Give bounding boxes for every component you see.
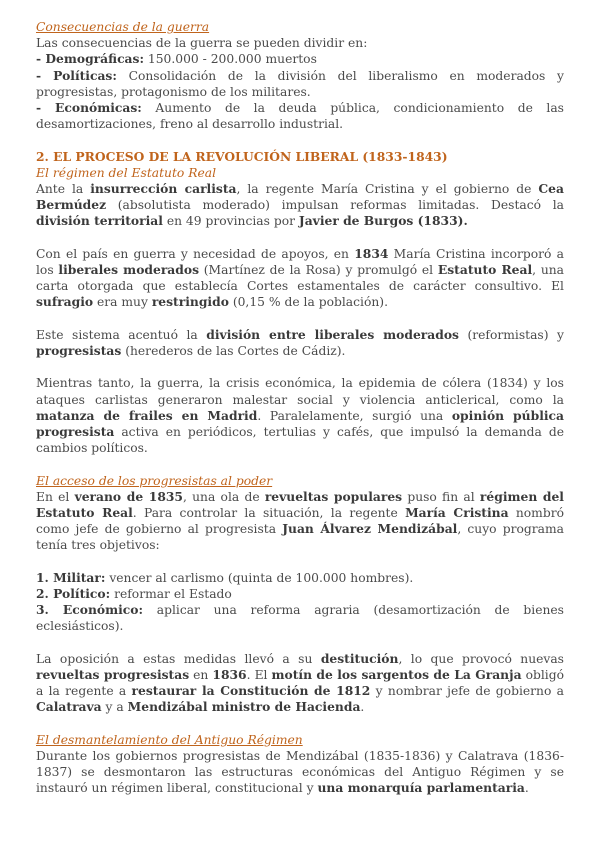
subsection-title-antiguo-regimen: El desmantelamiento del Antiguo Régimen [36, 732, 303, 747]
list-item: - Políticas: Consolidación de la división del liberalismo en moderados y progresistas, protagonismo de los militares. [36, 67, 564, 99]
paragraph: Las consecuencias de la guerra se pueden dividir en: [36, 36, 368, 51]
list-item: 3. Económico: aplicar una reforma agraria (desamortización de bienes eclesiásticos). [36, 602, 564, 634]
paragraph: Durante los gobiernos progresistas de Mendizábal (1835-1836) y Calatrava (1836-1837) se desmontaron las estructuras económicas del Antiguo Régimen y se instauró un régimen liberal, constitucional y una monarquía parlamentaria. [36, 749, 564, 796]
document-content [36, 19, 564, 797]
paragraph: En el verano de 1835, una ola de revueltas populares puso fin al régimen del Estatuto Real. Para controlar la situación, la regente María Cristina nombró como jefe de gobierno al progresista Juan Álvarez Mendizábal, cuyo programa tenía tres objetivos: [36, 488, 564, 553]
paragraph: Mientras tanto, la guerra, la crisis económica, la epidemia de cólera (1834) y los ataques carlistas generaron malestar social y violencia anticlerical, como la matanza de frailes en Madrid. Paralelamente, surgió una opinión pública progresista activa en periódicos, tertulias y cafés, que impulsó la demanda de cambios políticos. [36, 376, 564, 456]
subsection-title-estatuto: El régimen del Estatuto Real [36, 165, 217, 180]
section-title-consecuencias: Consecuencias de la guerra [36, 20, 210, 34]
section-heading: 2. EL PROCESO DE LA REVOLUCIÓN LIBERAL (1833-1843) [36, 148, 448, 164]
paragraph: Con el país en guerra y necesidad de apoyos, en 1834 María Cristina incorporó a los liberales moderados (Martínez de la Rosa) y promulgó el Estatuto Real, una carta otorgada que establecía Cortes estamentales de carácter consultivo. El sufragio era muy restringido (0,15 % de la población). [36, 245, 565, 310]
list-item: 2. Político: reformar el Estado [36, 586, 232, 602]
list-item: 1. Militar: vencer al carlismo (quinta de 100.000 hombres). [36, 569, 414, 585]
list-item: - Demográficas: 150.000 - 200.000 muertos [36, 51, 317, 67]
subsection-title-progresistas: El acceso de los progresistas al poder [36, 473, 273, 488]
paragraph: Ante la insurrección carlista, la regente María Cristina y el gobierno de Cea Bermúdez (absolutista moderado) impulsan reformas limitadas. Destacó la división territorial en 49 provincias por Javier de Burgos (1833). [36, 181, 564, 229]
paragraph: La oposición a estas medidas llevó a su destitución, lo que provocó nuevas revueltas progresistas en 1836. El motín de los sargentos de La Granja obligó a la regente a restaurar la Constitución de 1812 y nombrar jefe de gobierno a Calatrava y a Mendizábal ministro de Hacienda. [36, 650, 564, 715]
paragraph: Este sistema acentuó la división entre liberales moderados (reformistas) y progresistas (herederos de las Cortes de Cádiz). [36, 326, 564, 359]
list-item: - Económicas: Aumento de la deuda pública, condicionamiento de las desamortizaciones, freno al desarrollo industrial. [36, 100, 564, 132]
